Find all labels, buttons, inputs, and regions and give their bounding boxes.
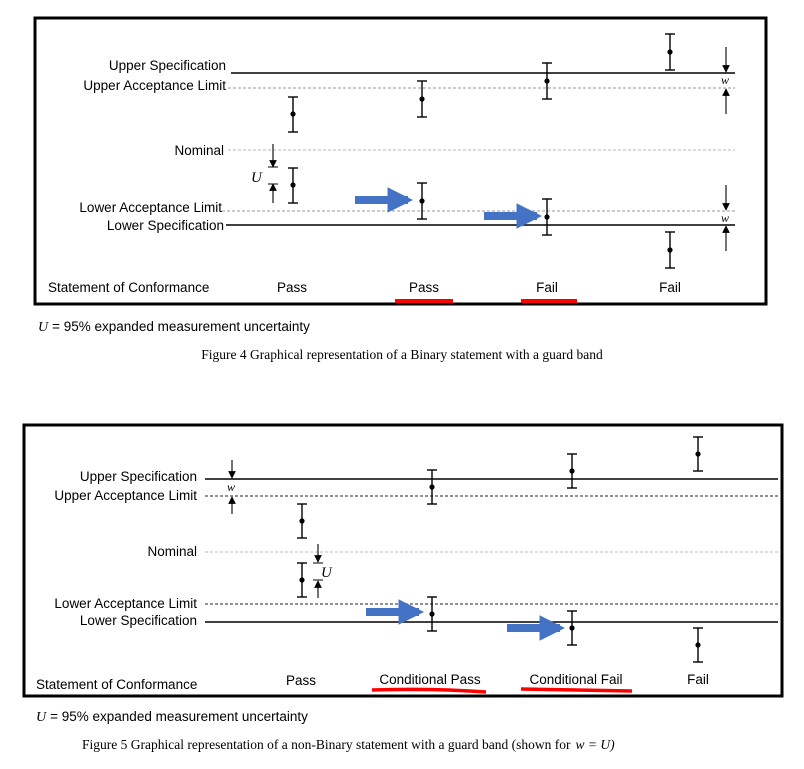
error-bar-6: [542, 199, 552, 235]
verdict-1: Pass: [285, 673, 317, 688]
figure-4-caption: Figure 4 Graphical representation of a Binary statement with a guard band: [201, 347, 603, 362]
error-bar-2: [297, 563, 307, 597]
upper-accept-label: Upper Acceptance Limit: [83, 78, 226, 93]
verdict-1: Pass: [276, 280, 308, 295]
figure-5-frame: [24, 425, 782, 696]
nominal-label: Nominal: [174, 143, 224, 158]
lower-spec-label: Lower Specification: [106, 218, 224, 233]
figure-4: [35, 18, 766, 304]
w-symbol: w: [227, 480, 236, 494]
statement-label: Statement of Conformance: [48, 280, 210, 295]
error-bar-1: [297, 504, 307, 538]
error-bar-6: [567, 611, 577, 645]
verdict-3: Fail: [536, 280, 558, 295]
verdict-2: Pass: [408, 280, 440, 295]
lower-accept-label: Lower Acceptance Limit: [54, 596, 197, 611]
figure-5: [24, 425, 782, 696]
verdict-2: Conditional Pass: [379, 672, 481, 687]
error-bar-4: [427, 597, 437, 631]
error-bar-8: [693, 628, 703, 662]
error-bar-3: [417, 81, 427, 117]
error-bar-4: [417, 183, 427, 219]
upper-spec-label: Upper Specification: [79, 469, 197, 484]
u-symbol: U: [251, 170, 262, 186]
error-bar-5: [542, 63, 552, 99]
error-bar-8: [665, 232, 675, 268]
error-bar-3: [427, 470, 437, 504]
error-bar-2: [288, 168, 298, 203]
w-upper-symbol: w: [721, 73, 730, 87]
verdict-4: Fail: [659, 280, 681, 295]
figure-4-note: U = 95% expanded measurement uncertainty: [38, 319, 310, 335]
verdict-3: Conditional Fail: [529, 672, 623, 687]
figure-5-caption: Figure 5 Graphical representation of a non-Binary statement with a guard band (shown for w = U): [82, 737, 615, 752]
w-lower-symbol: w: [721, 211, 730, 225]
u-symbol: U: [321, 565, 332, 581]
upper-spec-label: Upper Specification: [108, 58, 226, 73]
red-underline-1: [372, 689, 486, 692]
upper-accept-label: Upper Acceptance Limit: [54, 488, 197, 503]
error-bar-5: [567, 454, 577, 488]
verdict-4: Fail: [687, 672, 709, 687]
nominal-label: Nominal: [147, 544, 197, 559]
error-bar-7: [665, 34, 675, 70]
lower-spec-label: Lower Specification: [79, 613, 197, 628]
lower-accept-label: Lower Acceptance Limit: [79, 200, 222, 215]
error-bar-7: [693, 437, 703, 471]
error-bar-1: [288, 97, 298, 132]
red-underline-2: [521, 689, 632, 691]
statement-label: Statement of Conformance: [36, 677, 198, 692]
figure-5-note: U = 95% expanded measurement uncertainty: [36, 709, 308, 725]
